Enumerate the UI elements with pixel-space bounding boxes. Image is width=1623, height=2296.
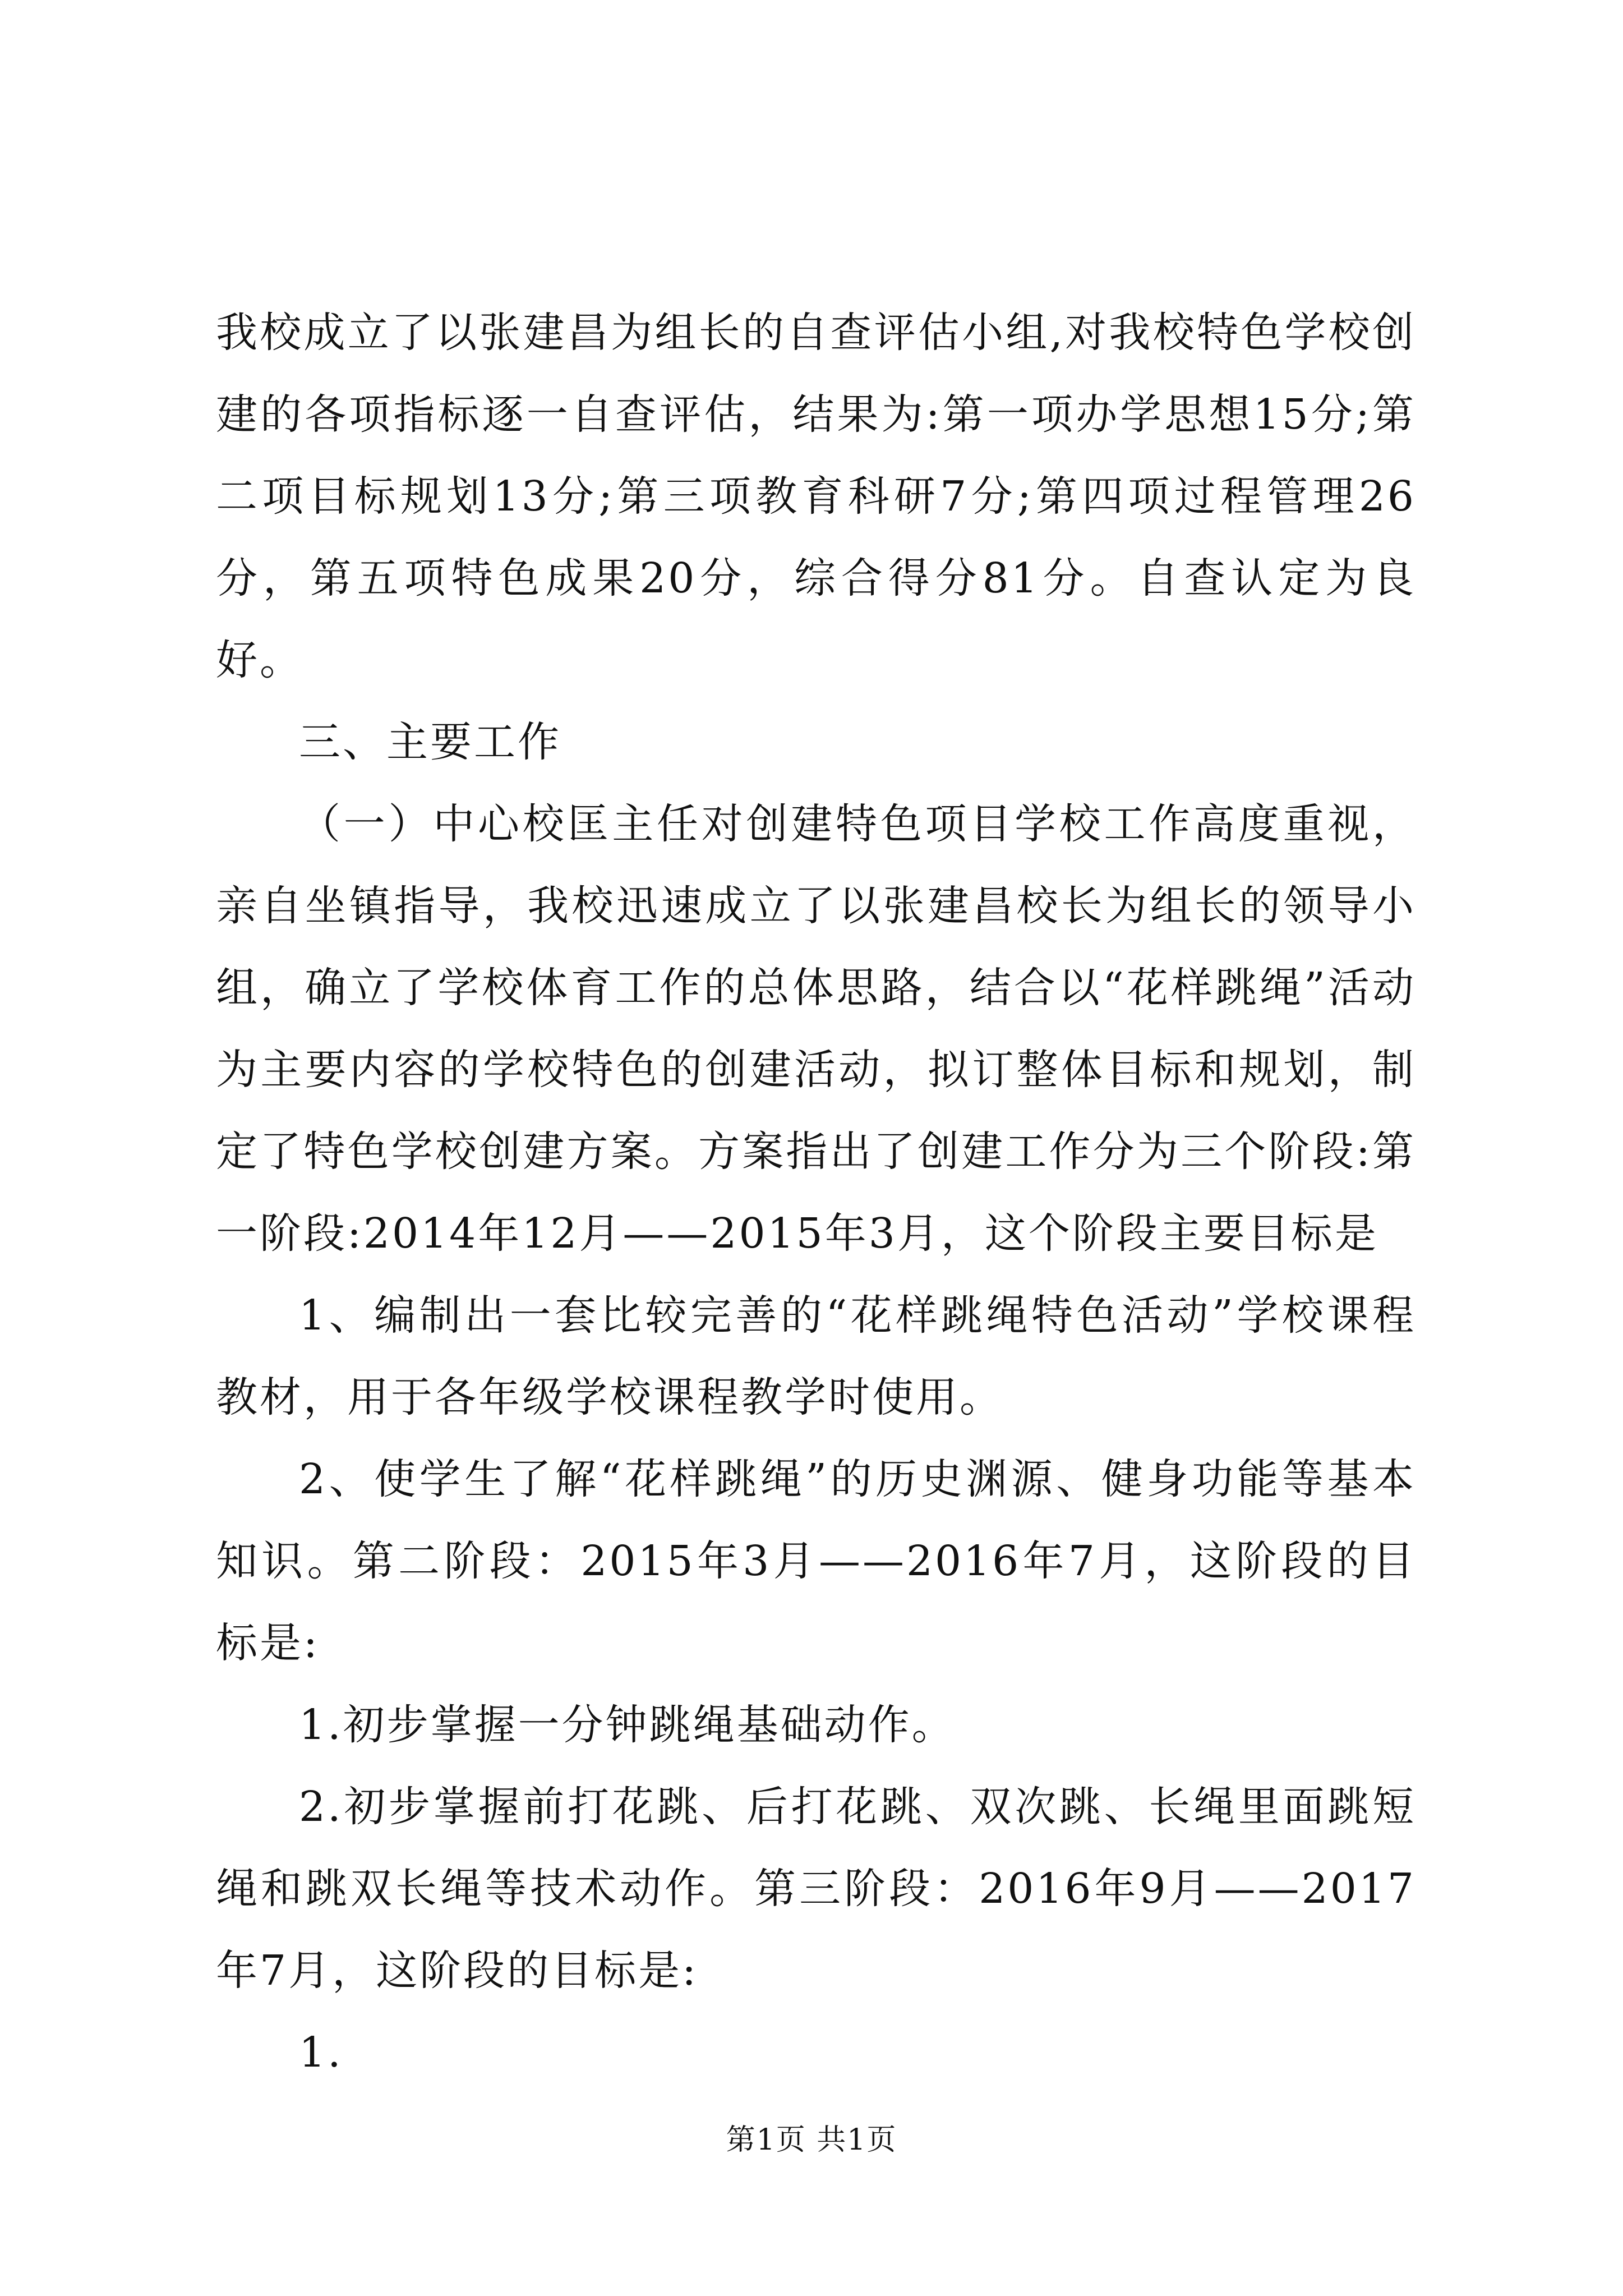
paragraph-leadership: （一）中心校匡主任对创建特色项目学校工作高度重视，亲自坐镇指导，我校迅速成立了以张建昌校长为组长的领导小组，确立了学校体育工作的总体思路，结合以“花样跳绳”活动为主要内容的学校特色的创建活动，拟订整体目标和规划，制定了特色学校创建方案。方案指出了创建工作分为三个阶段:第一阶段:2014年12月——2015年3月，这个阶段主要目标是 bbox=[216, 800, 1416, 1258]
section-heading-main-work: 三、主要工作 bbox=[299, 718, 561, 766]
paragraph-self-assessment: 我校成立了以张建昌为组长的自查评估小组,对我校特色学校创建的各项指标逐一自查评估，结果为:第一项办学思想15分;第二项目标规划13分;第三项教育科研7分;第四项过程管理26分，第五项特色成果20分，综合得分81分。自查认定为良好。 bbox=[216, 309, 1416, 684]
paragraph-stage1-goal-2: 2、使学生了解“花样跳绳”的历史渊源、健身功能等基本知识。第二阶段：2015年3月——2016年7月，这阶段的目标是: bbox=[216, 1455, 1416, 1667]
paragraph-stage2-goal-1: 1.初步掌握一分钟跳绳基础动作。 bbox=[299, 1701, 956, 1749]
document-body bbox=[216, 292, 1416, 2093]
page-footer: 第1页 共1页 bbox=[726, 2123, 897, 2157]
paragraph-stage2-goal-2: 2.初步掌握前打花跳、后打花跳、双次跳、长绳里面跳短绳和跳双长绳等技术动作。第三阶段：2016年9月——2017年7月，这阶段的目标是: bbox=[216, 1783, 1416, 1995]
paragraph-stage3-goal-1: 1. bbox=[299, 2028, 343, 2077]
paragraph-stage1-goal-1: 1、编制出一套比较完善的“花样跳绳特色活动”学校课程教材，用于各年级学校课程教学时使用。 bbox=[216, 1291, 1416, 1421]
